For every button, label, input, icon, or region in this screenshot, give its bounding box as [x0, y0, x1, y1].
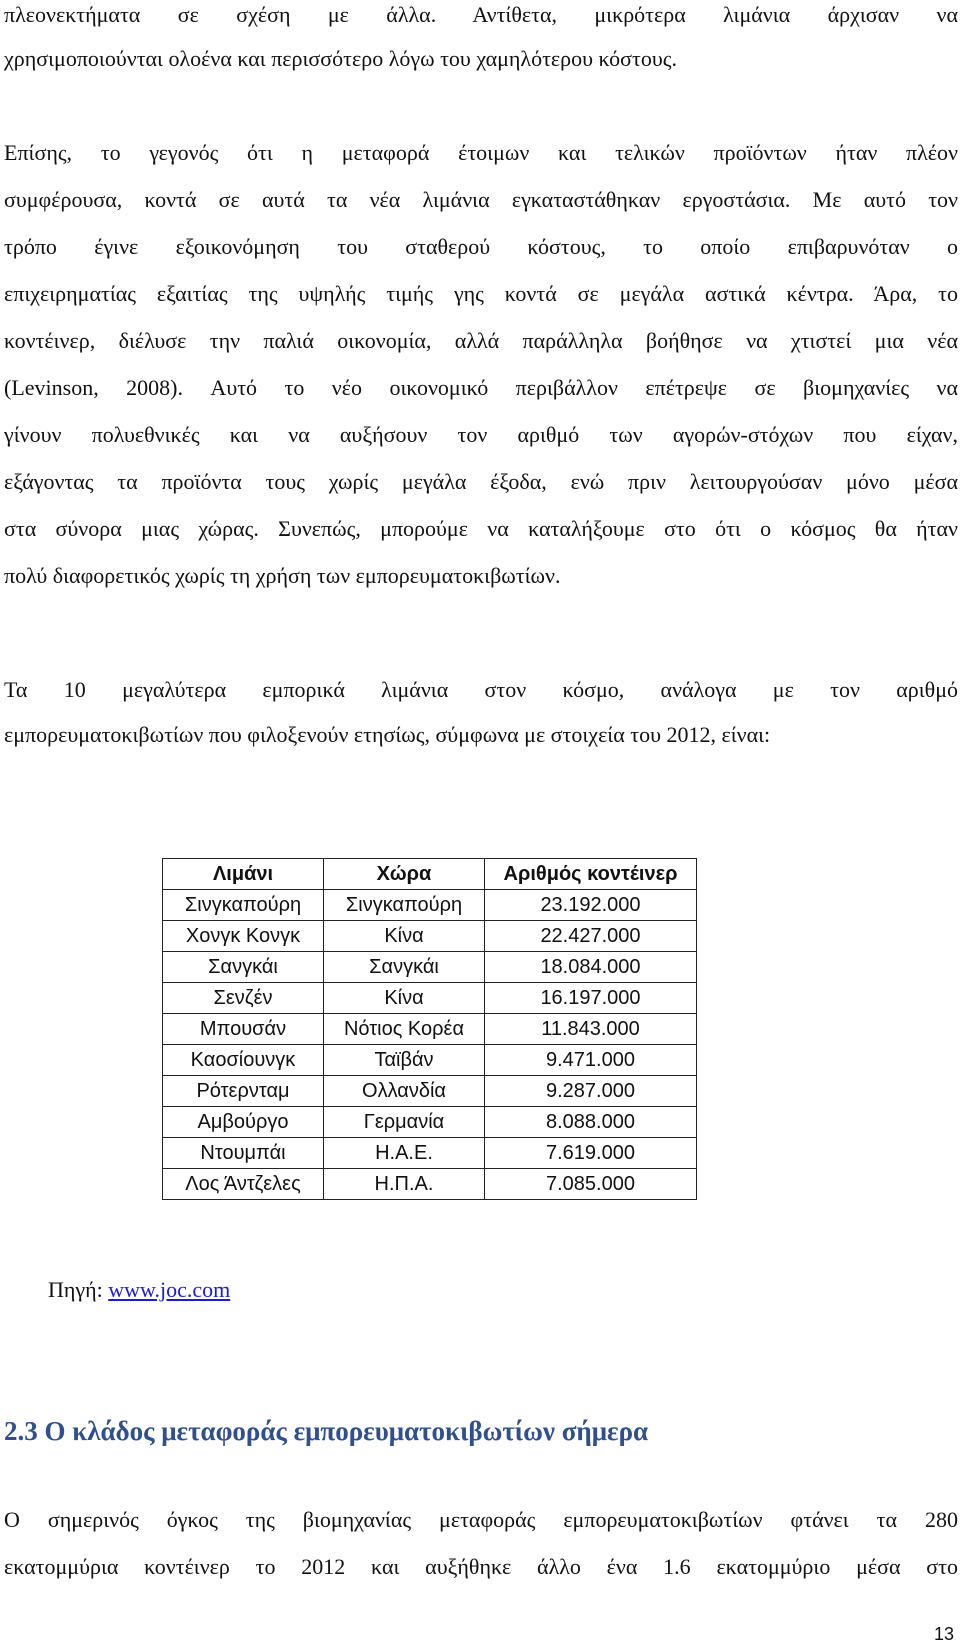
port-cell: Μπουσάν: [163, 1014, 324, 1045]
country-cell: Κίνα: [324, 921, 485, 952]
country-cell: Γερμανία: [324, 1107, 485, 1138]
port-cell: Χονγκ Κονγκ: [163, 921, 324, 952]
country-cell: Η.Α.Ε.: [324, 1138, 485, 1169]
text-line: στα σύνορα μιας χώρας. Συνεπώς, μπορούμε να καταλήξουμε στο ότι ο κόσμος θα ήταν: [4, 516, 958, 541]
column-header-country: Χώρα: [324, 859, 485, 890]
table-row: [163, 1169, 697, 1200]
source-line: [48, 1275, 230, 1305]
table-row: [163, 952, 697, 983]
table-row: [163, 1014, 697, 1045]
port-cell: Ντουμπάι: [163, 1138, 324, 1169]
port-cell: Λος Άντζελες: [163, 1169, 324, 1200]
text-line: Τα 10 μεγαλύτερα εμπορικά λιμάνια στον κόσμο, ανάλογα με τον αριθμό: [4, 677, 958, 702]
port-cell: Σινγκαπούρη: [163, 890, 324, 921]
port-cell: Σενζέν: [163, 983, 324, 1014]
country-cell: Σανγκάι: [324, 952, 485, 983]
port-cell: Αμβούργο: [163, 1107, 324, 1138]
text-line: (Levinson, 2008). Αυτό το νέο οικονομικό περιβάλλον επέτρεψε σε βιομηχανίες να: [4, 375, 958, 400]
table-row: [163, 921, 697, 952]
text-line: πλεονεκτήματα σε σχέση με άλλα. Αντίθετα, μικρότερα λιμάνια άρχισαν να: [4, 2, 958, 27]
country-cell: Σινγκαπούρη: [324, 890, 485, 921]
text-line: επιχειρηματίας εξαιτίας της υψηλής τιμής γης κοντά σε μεγάλα αστικά κέντρα. Άρα, το: [4, 281, 958, 306]
text-line: χρησιμοποιούνται ολοένα και περισσότερο λόγω του χαμηλότερου κόστους.: [4, 46, 677, 71]
text-line: τρόπο έγινε εξοικονόμηση του σταθερού κόστους, το οποίο επιβαρυνόταν ο: [4, 234, 958, 259]
text-line: εκατομμύρια κοντέινερ το 2012 και αυξήθηκε άλλο ένα 1.6 εκατομμύριο μέσα στο: [4, 1554, 958, 1579]
column-header-port: Λιμάνι: [163, 859, 324, 890]
text-line: Ο σημερινός όγκος της βιομηχανίας μεταφοράς εμπορευματοκιβωτίων φτάνει τα 280: [4, 1507, 958, 1532]
country-cell: Ταϊβάν: [324, 1045, 485, 1076]
ports-table: [162, 858, 697, 1200]
text-line: εμπορευματοκιβωτίων που φιλοξενούν ετησίως, σύμφωνα με στοιχεία του 2012, είναι:: [4, 722, 771, 747]
containers-cell: 7.619.000: [485, 1138, 697, 1169]
containers-cell: 9.471.000: [485, 1045, 697, 1076]
port-cell: Σανγκάι: [163, 952, 324, 983]
text-line: Επίσης, το γεγονός ότι η μεταφορά έτοιμων και τελικών προϊόντων ήταν πλέον: [4, 140, 958, 165]
page-number: 13: [933, 1624, 954, 1644]
source-label: Πηγή:: [48, 1277, 109, 1302]
containers-cell: 7.085.000: [485, 1169, 697, 1200]
port-cell: Καοσίουνγκ: [163, 1045, 324, 1076]
country-cell: Ολλανδία: [324, 1076, 485, 1107]
text-line: εξάγοντας τα προϊόντα τους χωρίς μεγάλα έξοδα, ενώ πριν λειτουργούσαν μόνο μέσα: [4, 469, 958, 494]
country-cell: Η.Π.Α.: [324, 1169, 485, 1200]
column-header-containers: Αριθμός κοντέινερ: [485, 859, 697, 890]
containers-cell: 18.084.000: [485, 952, 697, 983]
table-row: [163, 1076, 697, 1107]
containers-cell: 16.197.000: [485, 983, 697, 1014]
containers-cell: 11.843.000: [485, 1014, 697, 1045]
containers-cell: 8.088.000: [485, 1107, 697, 1138]
section-heading: 2.3 Ο κλάδος μεταφοράς εμπορευματοκιβωτίων σήμερα: [4, 1416, 649, 1446]
country-cell: Νότιος Κορέα: [324, 1014, 485, 1045]
table-header-row: [163, 859, 697, 890]
text-line: γίνουν πολυεθνικές και να αυξήσουν τον αριθμό των αγορών-στόχων που είχαν,: [4, 422, 958, 447]
text-line: πολύ διαφορετικός χωρίς τη χρήση των εμπορευματοκιβωτίων.: [4, 563, 561, 588]
containers-cell: 9.287.000: [485, 1076, 697, 1107]
table-row: [163, 1138, 697, 1169]
containers-cell: 22.427.000: [485, 921, 697, 952]
source-link[interactable]: www.joc.com: [108, 1277, 231, 1302]
country-cell: Κίνα: [324, 983, 485, 1014]
table-row: [163, 890, 697, 921]
port-cell: Ρότερνταμ: [163, 1076, 324, 1107]
containers-cell: 23.192.000: [485, 890, 697, 921]
table-row: [163, 1107, 697, 1138]
table-row: [163, 1045, 697, 1076]
table-row: [163, 983, 697, 1014]
text-line: συμφέρουσα, κοντά σε αυτά τα νέα λιμάνια εγκαταστάθηκαν εργοστάσια. Με αυτό τον: [4, 187, 958, 212]
text-line: κοντέινερ, διέλυσε την παλιά οικονομία, αλλά παράλληλα βοήθησε να χτιστεί μια νέα: [4, 328, 958, 353]
